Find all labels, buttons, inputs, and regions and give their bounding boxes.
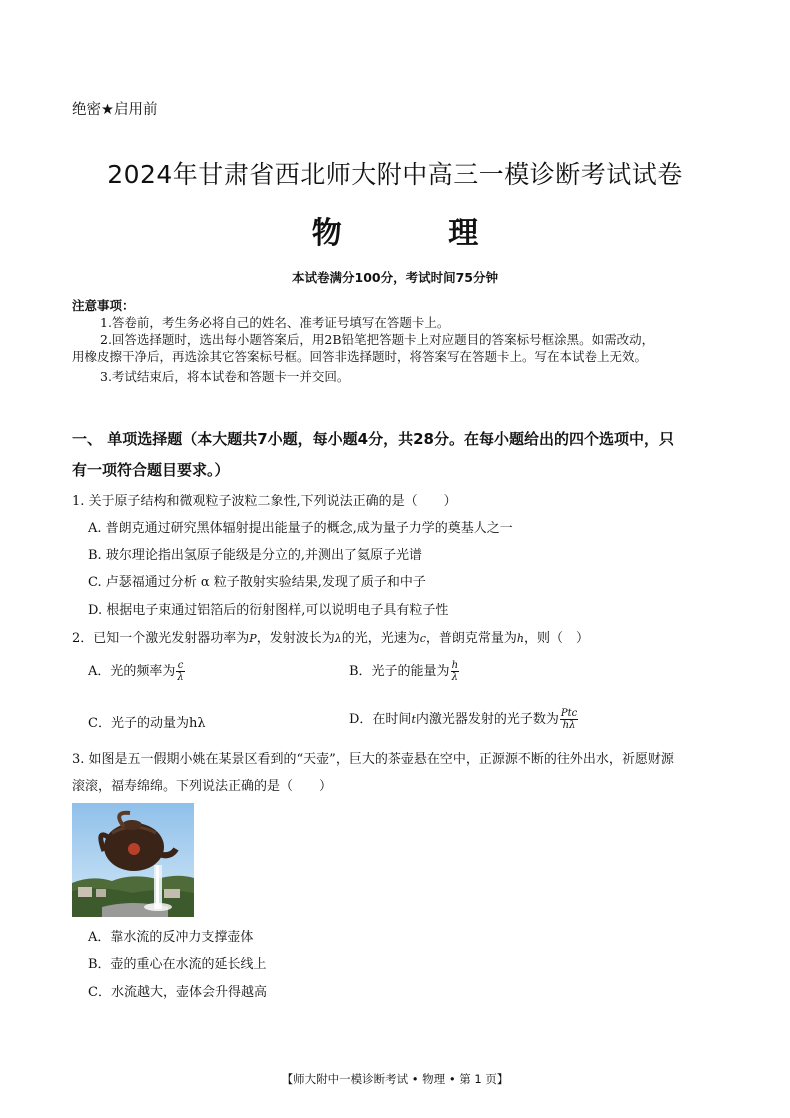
question-3-option-a: A．靠水流的反冲力支撑壶体	[88, 930, 254, 945]
question-2-option-c: C．光子的动量为hλ	[88, 716, 206, 731]
teapot-photo	[72, 803, 194, 917]
question-2-option-a: A．光的频率为 $\frac{c}{\lambda}$	[88, 660, 184, 683]
question-1-option-b: B. 玻尔理论指出氢原子能级是分立的,并测出了氦原子光谱	[88, 548, 422, 563]
section-heading: 一、 单项选择题（本大题共7小题，每小题4分，共28分。在每小题给出的四个选项中，只	[72, 430, 674, 448]
notice-item-2: 2.回答选择题时，选出每小题答案后，用2B铅笔把答题卡上对应题目的答案标号框涂黑。如需改动，	[100, 332, 655, 347]
fraction: $\frac{h}{\lambda}$	[451, 660, 459, 683]
notice-item-1: 1.答卷前，考生务必将自己的姓名、准考证号填写在答题卡上。	[100, 315, 450, 330]
notice-heading: 注意事项：	[72, 298, 135, 313]
fraction: $\frac{c}{\lambda}$	[177, 660, 184, 683]
question-3-option-b: B．壶的重心在水流的延长线上	[88, 957, 267, 972]
question-3-stem: 3. 如图是五一假期小姚在某景区看到的“天壶”，巨大的茶壶悬在空中，正源源不断的往外出水，祈愿财源	[72, 752, 674, 767]
question-2-stem: 2．已知一个激光发射器功率为P，发射波长为λ的光，光速为c，普朗克常量为h，则（ ）	[72, 631, 589, 646]
question-2-option-b: B．光子的能量为 $\frac{h}{\lambda}$	[349, 660, 459, 683]
page-footer: 【师大附中一模诊断考试 • 物理 • 第 1 页】	[281, 1072, 509, 1086]
exam-title: 2024年甘肃省西北师大附中高三一模诊断考试试卷	[107, 160, 683, 189]
subject-title: 物 理	[311, 216, 527, 251]
exam-meta: 本试卷满分100分，考试时间75分钟	[292, 270, 498, 285]
question-1-stem: 1. 关于原子结构和微观粒子波粒二象性,下列说法正确的是（ ）	[72, 494, 457, 509]
notice-item-2-cont: 用橡皮擦干净后，再选涂其它答案标号框。回答非选择题时，将答案写在答题卡上。写在本试卷上无效。	[72, 349, 648, 364]
section-heading-cont: 有一项符合题目要求。）	[72, 461, 230, 479]
question-3-stem-cont: 滚滚，福寿绵绵。下列说法正确的是（ ）	[72, 779, 333, 794]
question-3-option-c: C．水流越大，壶体会升得越高	[88, 985, 267, 1000]
notice-item-3: 3.考试结束后，将本试卷和答题卡一并交回。	[100, 369, 350, 384]
question-1-option-a: A. 普朗克通过研究黑体辐射提出能量子的概念,成为量子力学的奠基人之一	[88, 521, 513, 536]
fraction: $\frac{\text{Ptc}}{h\lambda}$	[560, 708, 578, 731]
question-1-option-d: D. 根据电子束通过铝箔后的衍射图样,可以说明电子具有粒子性	[88, 603, 449, 618]
question-1-option-c: C. 卢瑟福通过分析 α 粒子散射实验结果,发现了质子和中子	[88, 575, 426, 590]
confidential-label: 绝密★启用前	[72, 102, 158, 118]
question-2-option-d: D．在时间t内激光器发射的光子数为 $\frac{\text{Ptc}}{h\lambda}$	[349, 708, 578, 731]
